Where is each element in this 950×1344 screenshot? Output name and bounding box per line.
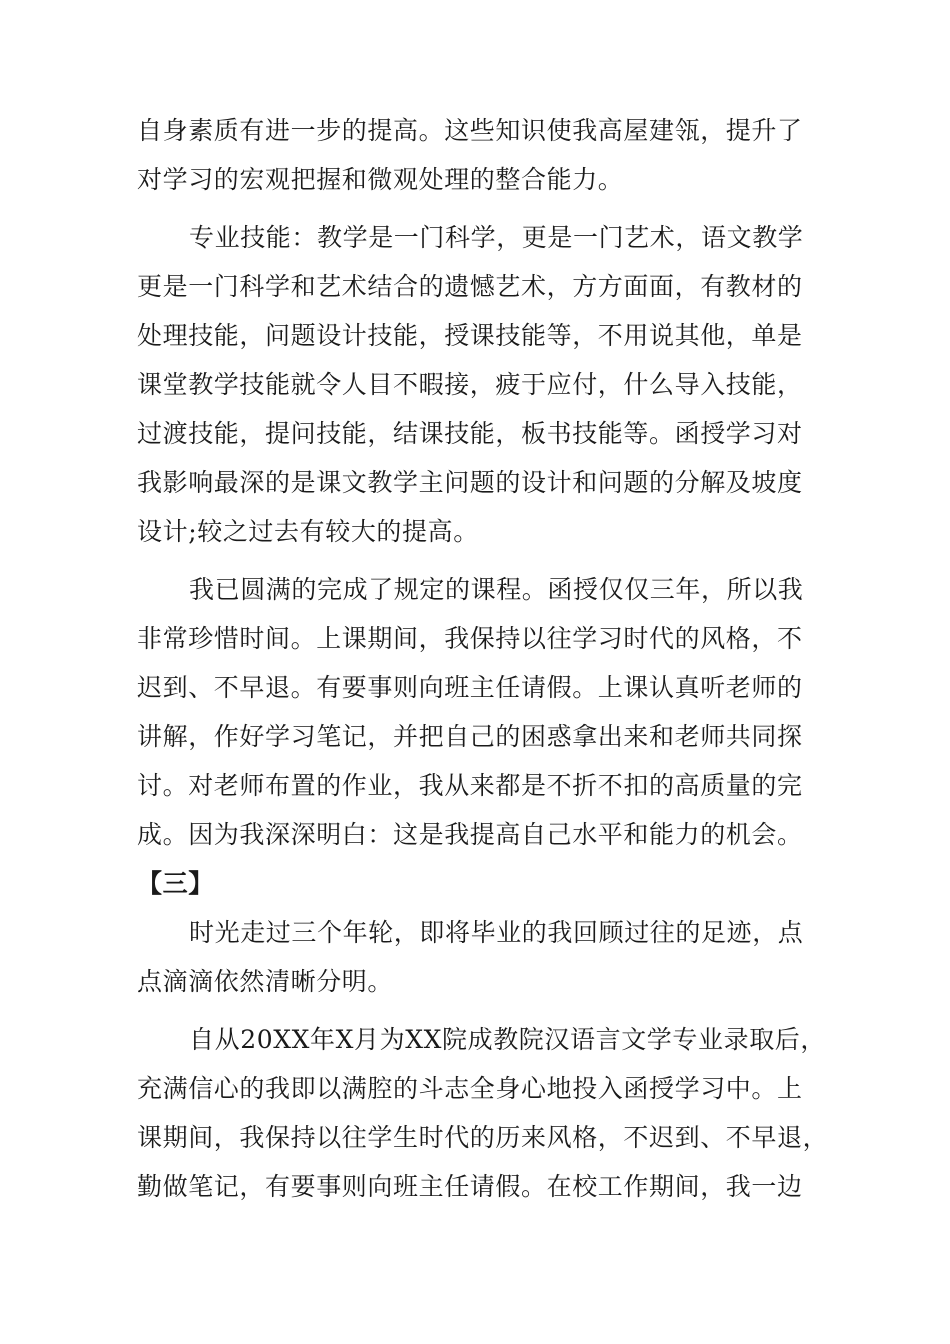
text-line: 迟到、不早退。有要事则向班主任请假。上课认真听老师的 — [137, 673, 803, 702]
text-line: 专业技能：教学是一门科学，更是一门艺术，语文教学 — [189, 223, 804, 252]
text-line: 课期间，我保持以往学生时代的历来风格，不迟到、不早退， — [137, 1123, 829, 1152]
paragraph-gap — [137, 204, 827, 213]
paragraph-2 — [137, 213, 827, 556]
text-line: 设计;较之过去有较大的提高。 — [137, 517, 479, 546]
section-heading: 【三】 — [137, 869, 214, 898]
paragraph-5 — [137, 1015, 827, 1211]
text-line: 处理技能，问题设计技能，授课技能等，不用说其他，单是 — [137, 321, 803, 350]
text-line: 时光走过三个年轮，即将毕业的我回顾过往的足迹，点 — [189, 918, 804, 947]
paragraph-1 — [137, 106, 827, 204]
text-line: 讲解，作好学习笔记，并把自己的困惑拿出来和老师共同探 — [137, 722, 803, 751]
paragraph-gap — [137, 1006, 827, 1015]
text-line: 自身素质有进一步的提高。这些知识使我高屋建瓴，提升了 — [137, 116, 803, 145]
text-line: 成。因为我深深明白：这是我提高自己水平和能力的机会。 — [137, 820, 803, 849]
text-line: 更是一门科学和艺术结合的遗憾艺术，方方面面，有教材的 — [137, 272, 803, 301]
paragraph-4 — [137, 908, 827, 1006]
text-line: 我已圆满的完成了规定的课程。函授仅仅三年，所以我 — [189, 575, 804, 604]
text-line: 对学习的宏观把握和微观处理的整合能力。 — [137, 165, 624, 194]
paragraph-3 — [137, 565, 827, 859]
text-line: 过渡技能，提问技能，结课技能，板书技能等。函授学习对 — [137, 419, 803, 448]
text-line: 课堂教学技能就令人目不暇接，疲于应付，什么导入技能， — [137, 370, 803, 399]
text-line: 我影响最深的是课文教学主问题的设计和问题的分解及坡度 — [137, 468, 803, 497]
text-line: 讨。对老师布置的作业，我从来都是不折不扣的高质量的完 — [137, 771, 803, 800]
text-line: 勤做笔记，有要事则向班主任请假。在校工作期间，我一边 — [137, 1172, 803, 1201]
document-body — [137, 106, 827, 1211]
text-line: 自从20XX年X月为XX院成教院汉语言文学专业录取后， — [189, 1025, 827, 1054]
text-line: 充满信心的我即以满腔的斗志全身心地投入函授学习中。上 — [137, 1074, 803, 1103]
text-line: 非常珍惜时间。上课期间，我保持以往学习时代的风格，不 — [137, 624, 803, 653]
paragraph-gap — [137, 556, 827, 565]
text-line: 点滴滴依然清晰分明。 — [137, 967, 394, 996]
